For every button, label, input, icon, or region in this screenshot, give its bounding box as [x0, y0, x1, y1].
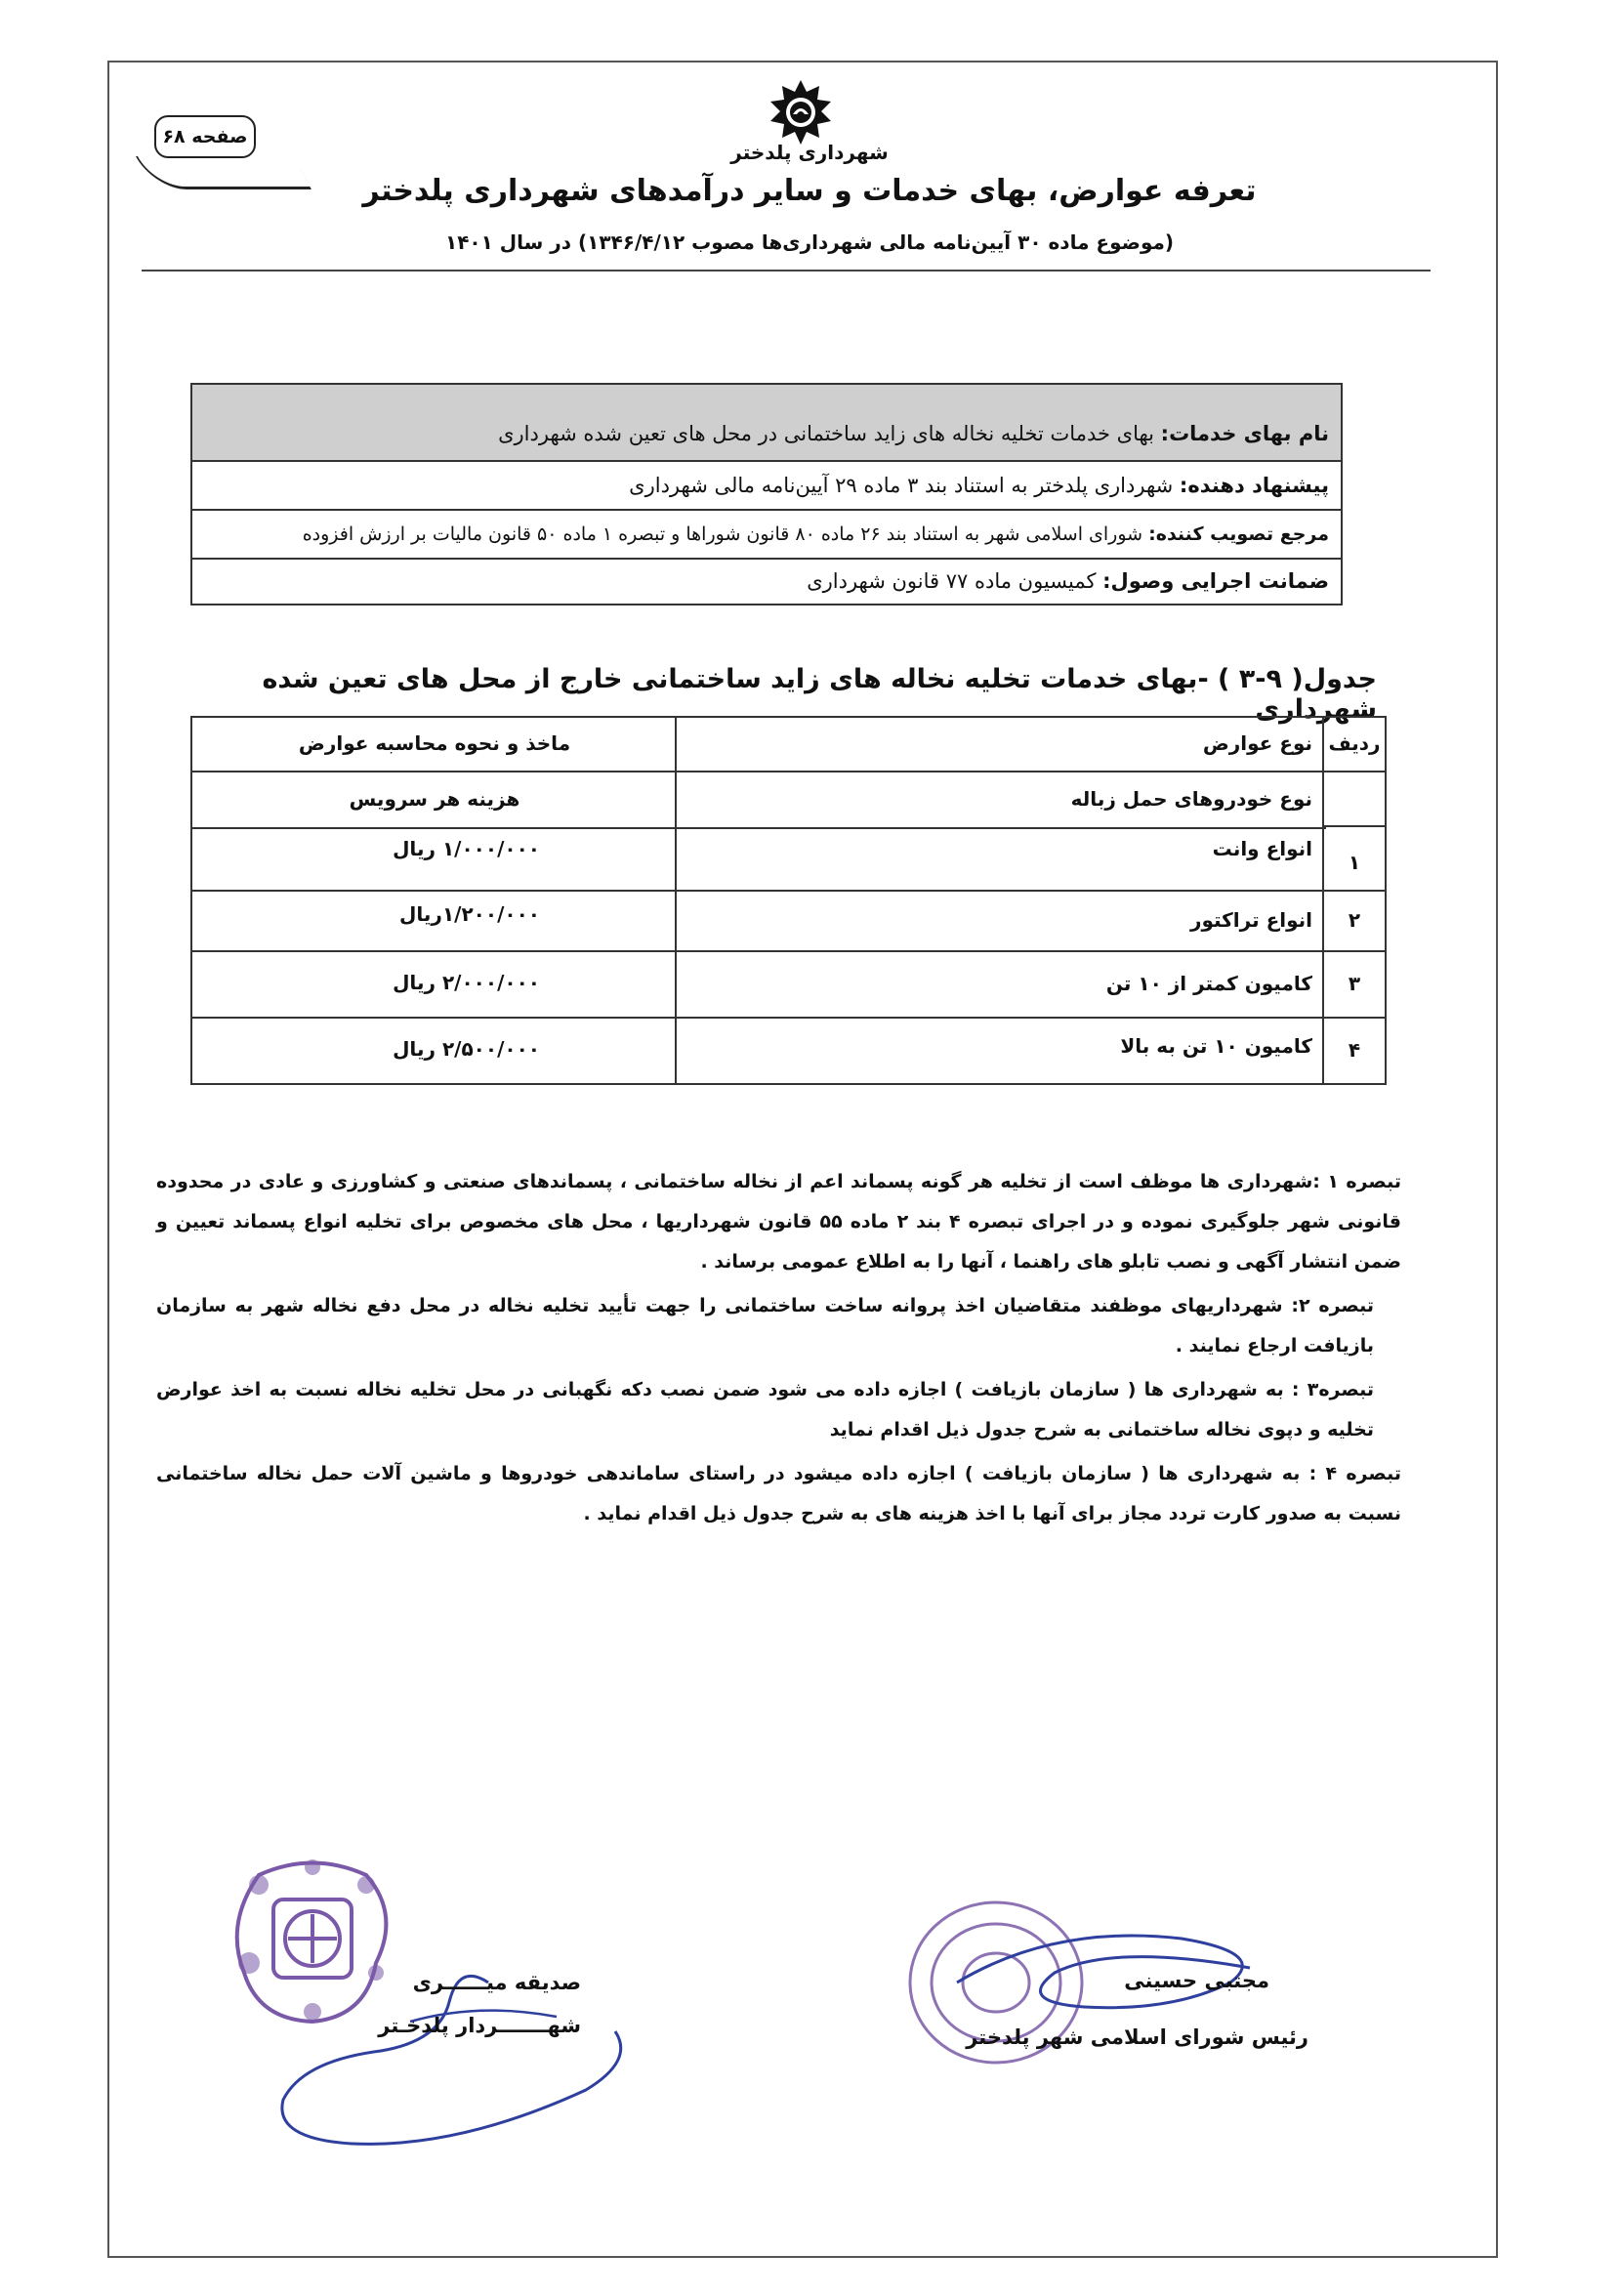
council-head-title: رئیس شورای اسلامی شهر پلدختر [966, 2025, 1308, 2049]
municipality-logo [767, 78, 835, 146]
notes-section [156, 1162, 1401, 1538]
guarantee-label: ضمانت اجرایی وصول: [1102, 569, 1329, 593]
vehicle-type: انواع تراکتور [1189, 908, 1312, 932]
row-number: ۲ [1348, 908, 1361, 932]
note-1: تبصره ۱ :شهرداری ها موظف است از تخلیه هر گونه پسماند اعم از نخاله ساختمانی ، پسماندهای صنعتی و کشاورزی و عادی در محدوده قانونی شهر جلوگیری نموده و در اجرای تبصره ۴ بند ۲ ماده ۵۵ قانون شهرداریها ، محل های مخصوص برای تخلیه انواع پسماند تعیین و ضمن انتشار آگهی و نصب تابلو های راهنما ، آنها را به اطلاع عمومی برساند . [156, 1171, 1401, 1273]
service-name-label: نام بهای خدمات: [1160, 422, 1329, 445]
mayor-title: شهـــــــردار پلدخـتر [378, 2014, 581, 2037]
service-fee: ۲/۵۰۰/۰۰۰ ریال [393, 1037, 540, 1061]
service-fee: ۱/۰۰۰/۰۰۰ ریال [393, 837, 540, 860]
service-name-value: بهای خدمات تخلیه نخاله های زاید ساختمانی در محل های تعین شده شهرداری [498, 422, 1161, 445]
service-info-box [190, 383, 1343, 605]
proposer-label: پیشنهاد دهنده: [1179, 474, 1329, 497]
note-3: تبصره۳ : به شهرداری ها ( سازمان بازیافت ) اجازه داده می شود ضمن نصب دکه نگهبانی در محل تخلیه نخاله نسبت به اخذ عوارض تخلیه و دپوی نخاله ساختمانی به شرح جدول ذیل اقدام نماید [156, 1379, 1374, 1440]
proposer-value: شهرداری پلدختر به استناد بند ۳ ماده ۲۹ آیین‌نامه مالی شهرداری [629, 474, 1180, 497]
vehicle-type: کامیون ۱۰ تن به بالا [1120, 1034, 1312, 1058]
vehicle-type: کامیون کمتر از ۱۰ تن [1105, 972, 1312, 995]
subheader-service-cost: هزینه هر سرویس [349, 787, 520, 811]
service-name-row [192, 385, 1341, 462]
row-number: ۱ [1348, 851, 1361, 874]
header-calculation-basis: ماخذ و نحوه محاسبه عوارض [298, 731, 571, 755]
header-row-number: ردیف [1328, 731, 1381, 755]
approver-row [192, 511, 1341, 560]
row-number: ۴ [1348, 1038, 1361, 1062]
document-subtitle: (موضوع ماده ۳۰ آیین‌نامه مالی شهرداری‌ها مصوب ۱۳۴۶/۴/۱۲) در سال ۱۴۰۱ [444, 230, 1175, 254]
council-head-name: مجتبی حسینی [1124, 1969, 1269, 1992]
header-fee-type: نوع عوارض [1202, 731, 1312, 755]
row-number: ۳ [1348, 972, 1361, 995]
service-fee: ۱/۲۰۰/۰۰۰ریال [399, 902, 540, 926]
guarantee-value: کمیسیون ماده ۷۷ قانون شهرداری [807, 569, 1103, 593]
empty-cell [1324, 771, 1385, 827]
note-2: تبصره ۲: شهرداریهای موظفند متقاضیان اخذ پروانه ساخت ساختمانی را جهت تأیید تخلیه نخاله در محل دفع نخاله شهر به سازمان بازیافت ارجاع نمایند . [156, 1295, 1374, 1357]
header-divider [142, 270, 1431, 271]
note-4: تبصره ۴ : به شهرداری ها ( سازمان بازیافت ) اجازه داده میشود در راستای ساماندهی خودروها و ماشین آلات حمل نخاله ساختمانی نسبت به صدور کارت تردد مجاز برای آنها با اخذ هزینه های به شرح جدول ذیل اقدام نماید . [156, 1463, 1401, 1524]
page-number: صفحه ۶۸ [154, 115, 256, 158]
guarantee-row [192, 560, 1341, 605]
document-title: تعرفه عوارض، بهای خدمات و سایر درآمدهای شهرداری پلدختر [362, 174, 1257, 208]
vehicle-type: انواع وانت [1212, 837, 1312, 860]
table-heading: جدول( ۹-۳ ) -بهای خدمات تخلیه نخاله های زاید ساختمانی خارج از محل های تعین شده شهرداری [262, 664, 1377, 725]
mayor-name: صدیقه میــــــری [412, 1971, 581, 1994]
approver-value: شورای اسلامی شهر به استناد بند ۲۶ ماده ۸۰ قانون شوراها و تبصره ۱ ماده ۵۰ قانون مالیات بر ارزش افزوده [302, 523, 1149, 545]
proposer-row [192, 462, 1341, 511]
subheader-vehicle-type: نوع خودروهای حمل زباله [1070, 787, 1312, 811]
municipality-name: شهرداری پلدختر [730, 141, 889, 164]
approver-label: مرجع تصویب کننده: [1148, 523, 1329, 545]
fee-table [190, 716, 1387, 1085]
service-fee: ۲/۰۰۰/۰۰۰ ریال [393, 971, 540, 994]
